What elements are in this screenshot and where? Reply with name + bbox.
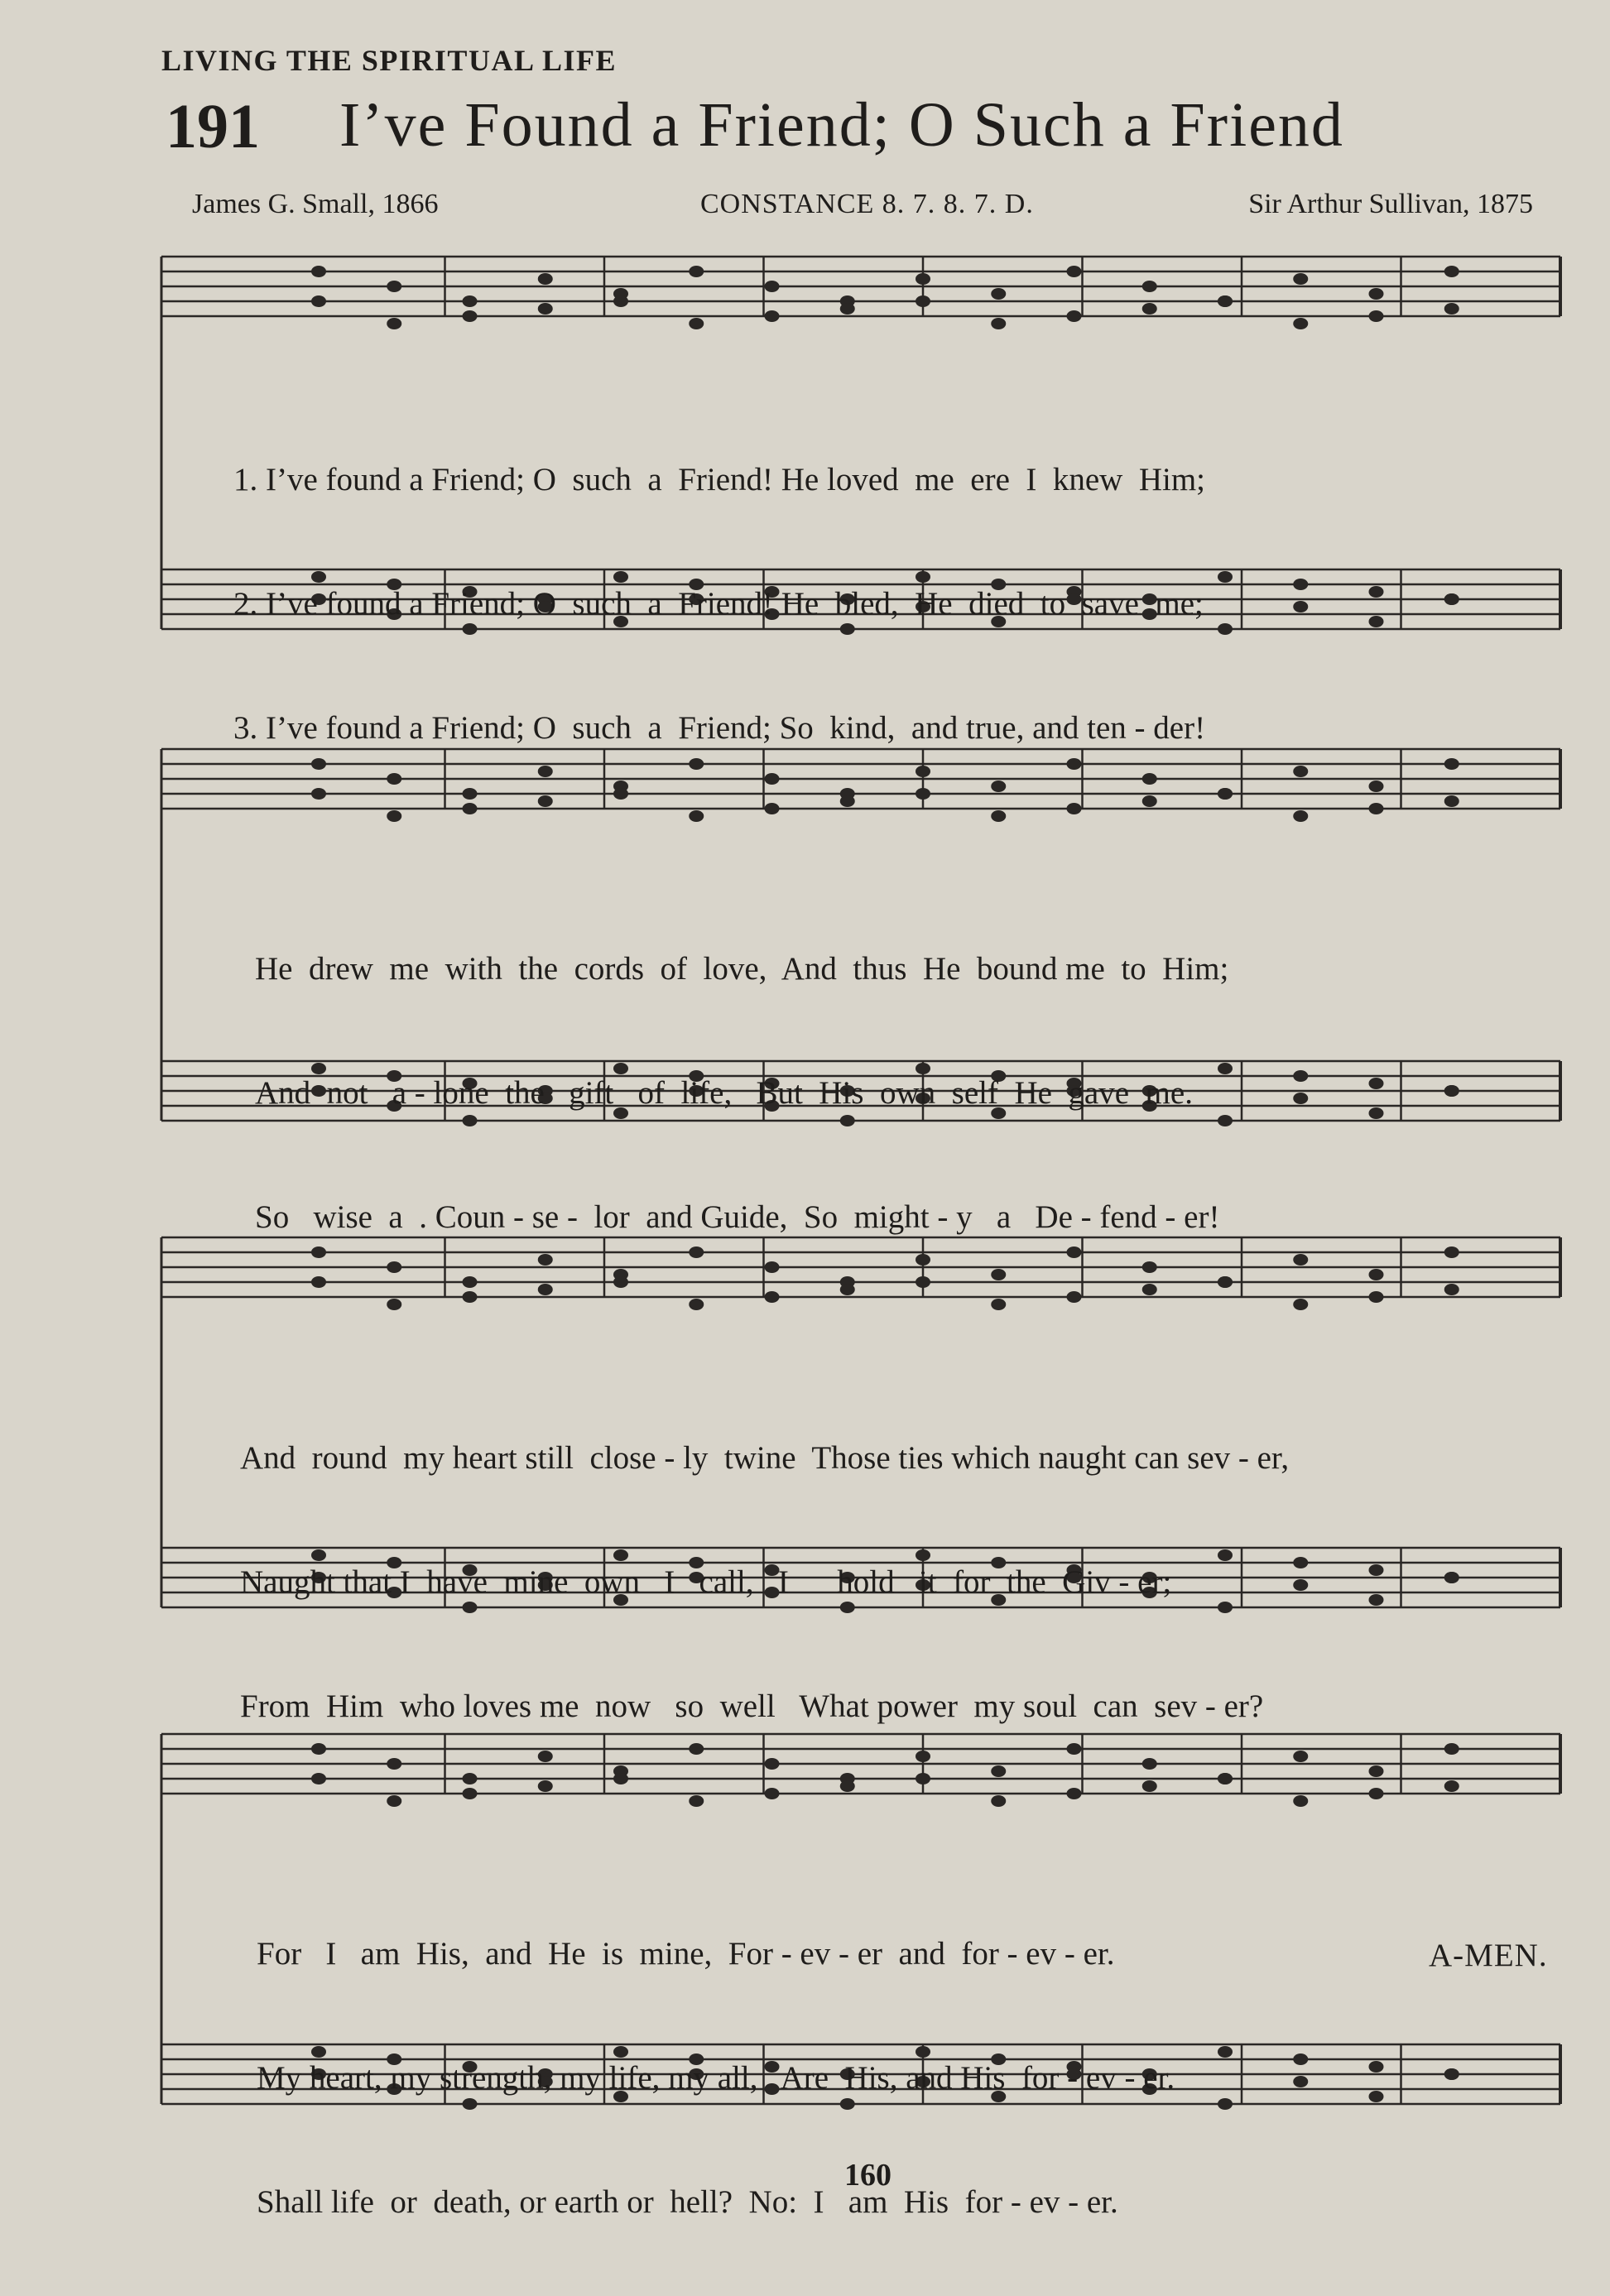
lyric-verse-line: And round my heart still close - ly twine Those ties which naught can sev - er, <box>240 1440 1290 1476</box>
composer-credit: Sir Arthur Sullivan, 1875 <box>1248 189 1533 219</box>
lyric-verse-line: Naught that I have mine own I call, I hold it for the Giv - er; <box>240 1564 1172 1600</box>
lyric-verse-line: From Him who loves me now so well What power my soul can sev - er? <box>240 1688 1264 1724</box>
lyric-verse-line: Shall life or death, or earth or hell? No: I am His for - ev - er. <box>257 2184 1118 2220</box>
page-number: 160 <box>844 2158 892 2193</box>
hymn-title: I’ve Found a Friend; O Such a Friend <box>339 90 1344 160</box>
lyric-verse-line: He drew me with the cords of love, And thus He bound me to Him; <box>255 951 1229 987</box>
author-credit: James G. Small, 1866 <box>192 189 439 219</box>
lyrics-system-2 <box>255 866 1228 1280</box>
lyrics-system-1 <box>233 377 1205 790</box>
lyrics-system-4 <box>257 1851 1175 2265</box>
lyric-verse-line: 2. I’ve found a Friend; O such a Friend! He bled, He died to save me; <box>233 586 1204 622</box>
lyric-verse-line: 3. I’ve found a Friend; O such a Friend; So kind, and true, and ten - der! <box>233 710 1206 746</box>
lyric-verse-line: 1. I’ve found a Friend; O such a Friend! He loved me ere I knew Him; <box>233 462 1206 497</box>
section-header: LIVING THE SPIRITUAL LIFE <box>161 44 617 77</box>
lyric-verse-line: My heart, my strength, my life, my all, Are His, and His for - ev - er. <box>257 2060 1175 2096</box>
amen-label: A-MEN. <box>1429 1938 1548 1973</box>
hymn-number: 191 <box>166 92 260 161</box>
lyric-verse-line: For I am His, and He is mine, For - ev - er and for - ev - er. <box>257 1936 1115 1972</box>
lyric-verse-line: So wise a . Coun - se - lor and Guide, So might - y a De - fend - er! <box>255 1199 1220 1235</box>
lyric-verse-line: And not a - lone the gift of life, But His own self He gave me. <box>255 1075 1193 1111</box>
tune-credit: CONSTANCE 8. 7. 8. 7. D. <box>700 189 1034 219</box>
lyrics-system-3 <box>240 1355 1289 1769</box>
